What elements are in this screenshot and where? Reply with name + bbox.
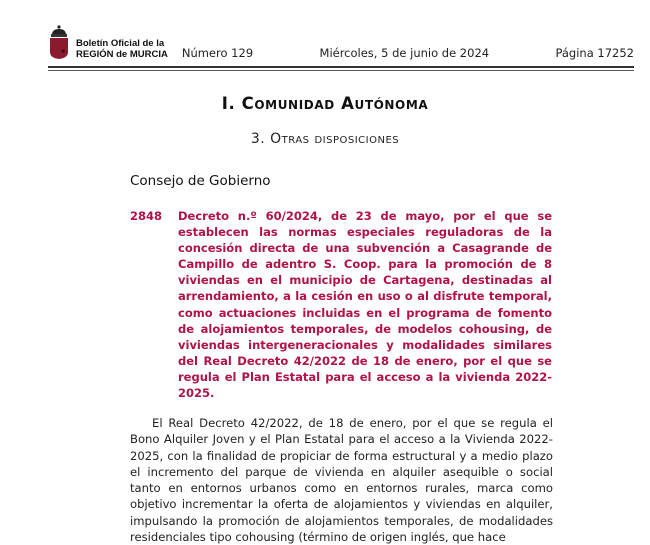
section-title: I. Comunidad Autónoma xyxy=(221,94,429,113)
subsection-title: 3. Otras disposiciones xyxy=(250,131,400,147)
decree-number: 2848 xyxy=(130,209,163,223)
page-header xyxy=(48,24,634,66)
brand-line-1: Boletín Oficial de la xyxy=(76,38,165,49)
brand-name xyxy=(76,39,168,60)
brand-block xyxy=(48,24,168,60)
issue-date: Miércoles, 5 de junio de 2024 xyxy=(319,46,490,60)
body-paragraph: El Real Decreto 42/2022, de 18 de enero, por el que se regula el Bono Alquiler Joven y el Plan Estatal para el acceso a la Vivienda 2022-2025, con la finalidad de propiciar de forma estructural y a medio plazo el incremento del parque de vivienda en alquiler asequible o social tanto en entornos urbanos como en entornos rurales, marca como objetivo incrementar la oferta de alojamientos y viviendas en alquiler, impulsando la promoción de alojamientos temporales, de modalidades residenciales tipo cohousing (término de origen inglés, que hace xyxy=(130,416,553,545)
brand-line-2: REGIÓN de MURCIA xyxy=(76,48,168,60)
page-number: Página 17252 xyxy=(555,46,634,60)
decree-title: Decreto n.º 60/2024, de 23 de mayo, por el que se establecen las normas especiales reguladoras de la concesión directa de una subvención a Casagrande de Campillo de adentro S. Coop. para la promoción de 8 viviendas en el municipio de Cartagena, destinadas al arrendamiento, a la cesión en uso o al disfrute temporal, como actuaciones incluidas en el programa de fomento de alojamientos temporales, de modelos cohousing, de viviendas intergeneracionales y modalidades similares del Real Decreto 42/2022 de 18 de enero, por el que se regula el Plan Estatal para el acceso a la vivienda 2022-2025. xyxy=(178,209,552,401)
header-divider-thin xyxy=(48,70,634,71)
coat-of-arms-icon xyxy=(48,24,70,60)
issuing-body: Consejo de Gobierno xyxy=(130,173,271,189)
issue-info xyxy=(182,47,634,60)
header-divider-thick xyxy=(48,66,634,68)
issue-number: Número 129 xyxy=(181,46,254,60)
